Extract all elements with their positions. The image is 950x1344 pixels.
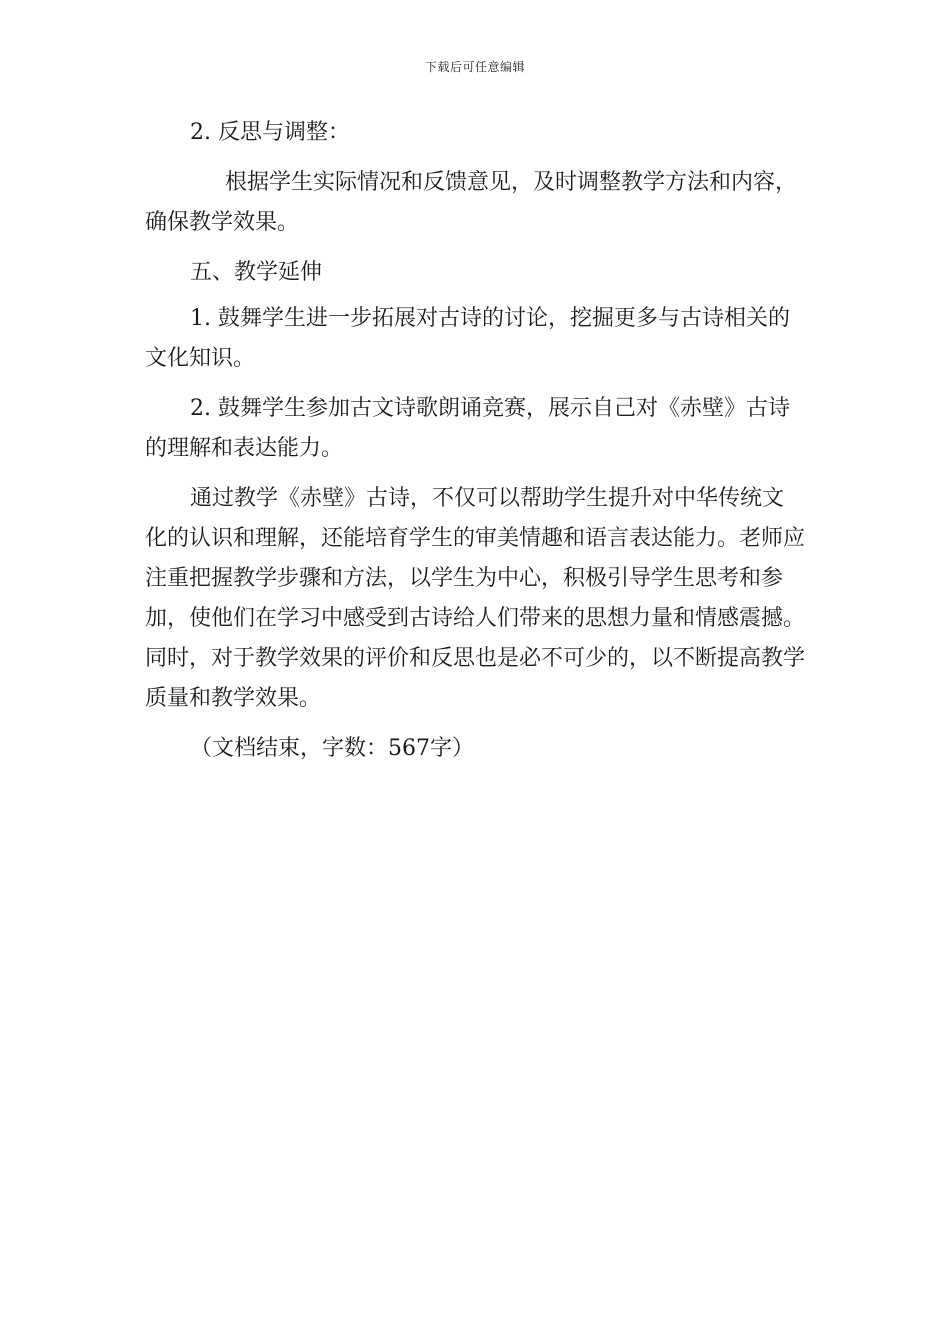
paragraph-extension-2: 2. 鼓舞学生参加古文诗歌朗诵竞赛，展示自己对《赤壁》古诗的理解和表达能力。 [145,396,790,461]
document-end-note: （文档结束，字数：567字） [190,736,474,761]
section-heading-reflection: 2. 反思与调整： [190,120,350,145]
paragraph-extension-1: 1. 鼓舞学生进一步拓展对古诗的讨论，挖掘更多与古诗相关的文化知识。 [145,306,790,371]
paragraph-conclusion: 通过教学《赤壁》古诗，不仅可以帮助学生提升对中华传统文化的认识和理解，还能培育学生的审美情趣和语言表达能力。老师应注重把握教学步骤和方法，以学生为中心，积极引导学生思考和参加，使他们在学习中感受到古诗给人们带来的思想力量和情感震撼。同时，对于教学效果的评价和反思也是必不可少的，以不断提高教学质量和教学效果。 [145,486,806,711]
section-heading-extension: 五、教学延伸 [190,260,323,285]
document-body [145,113,805,769]
paragraph-adjustment: 根据学生实际情况和反馈意见，及时调整教学方法和内容，确保教学效果。 [145,170,798,235]
page-header: 下载后可任意编辑 [424,60,525,74]
